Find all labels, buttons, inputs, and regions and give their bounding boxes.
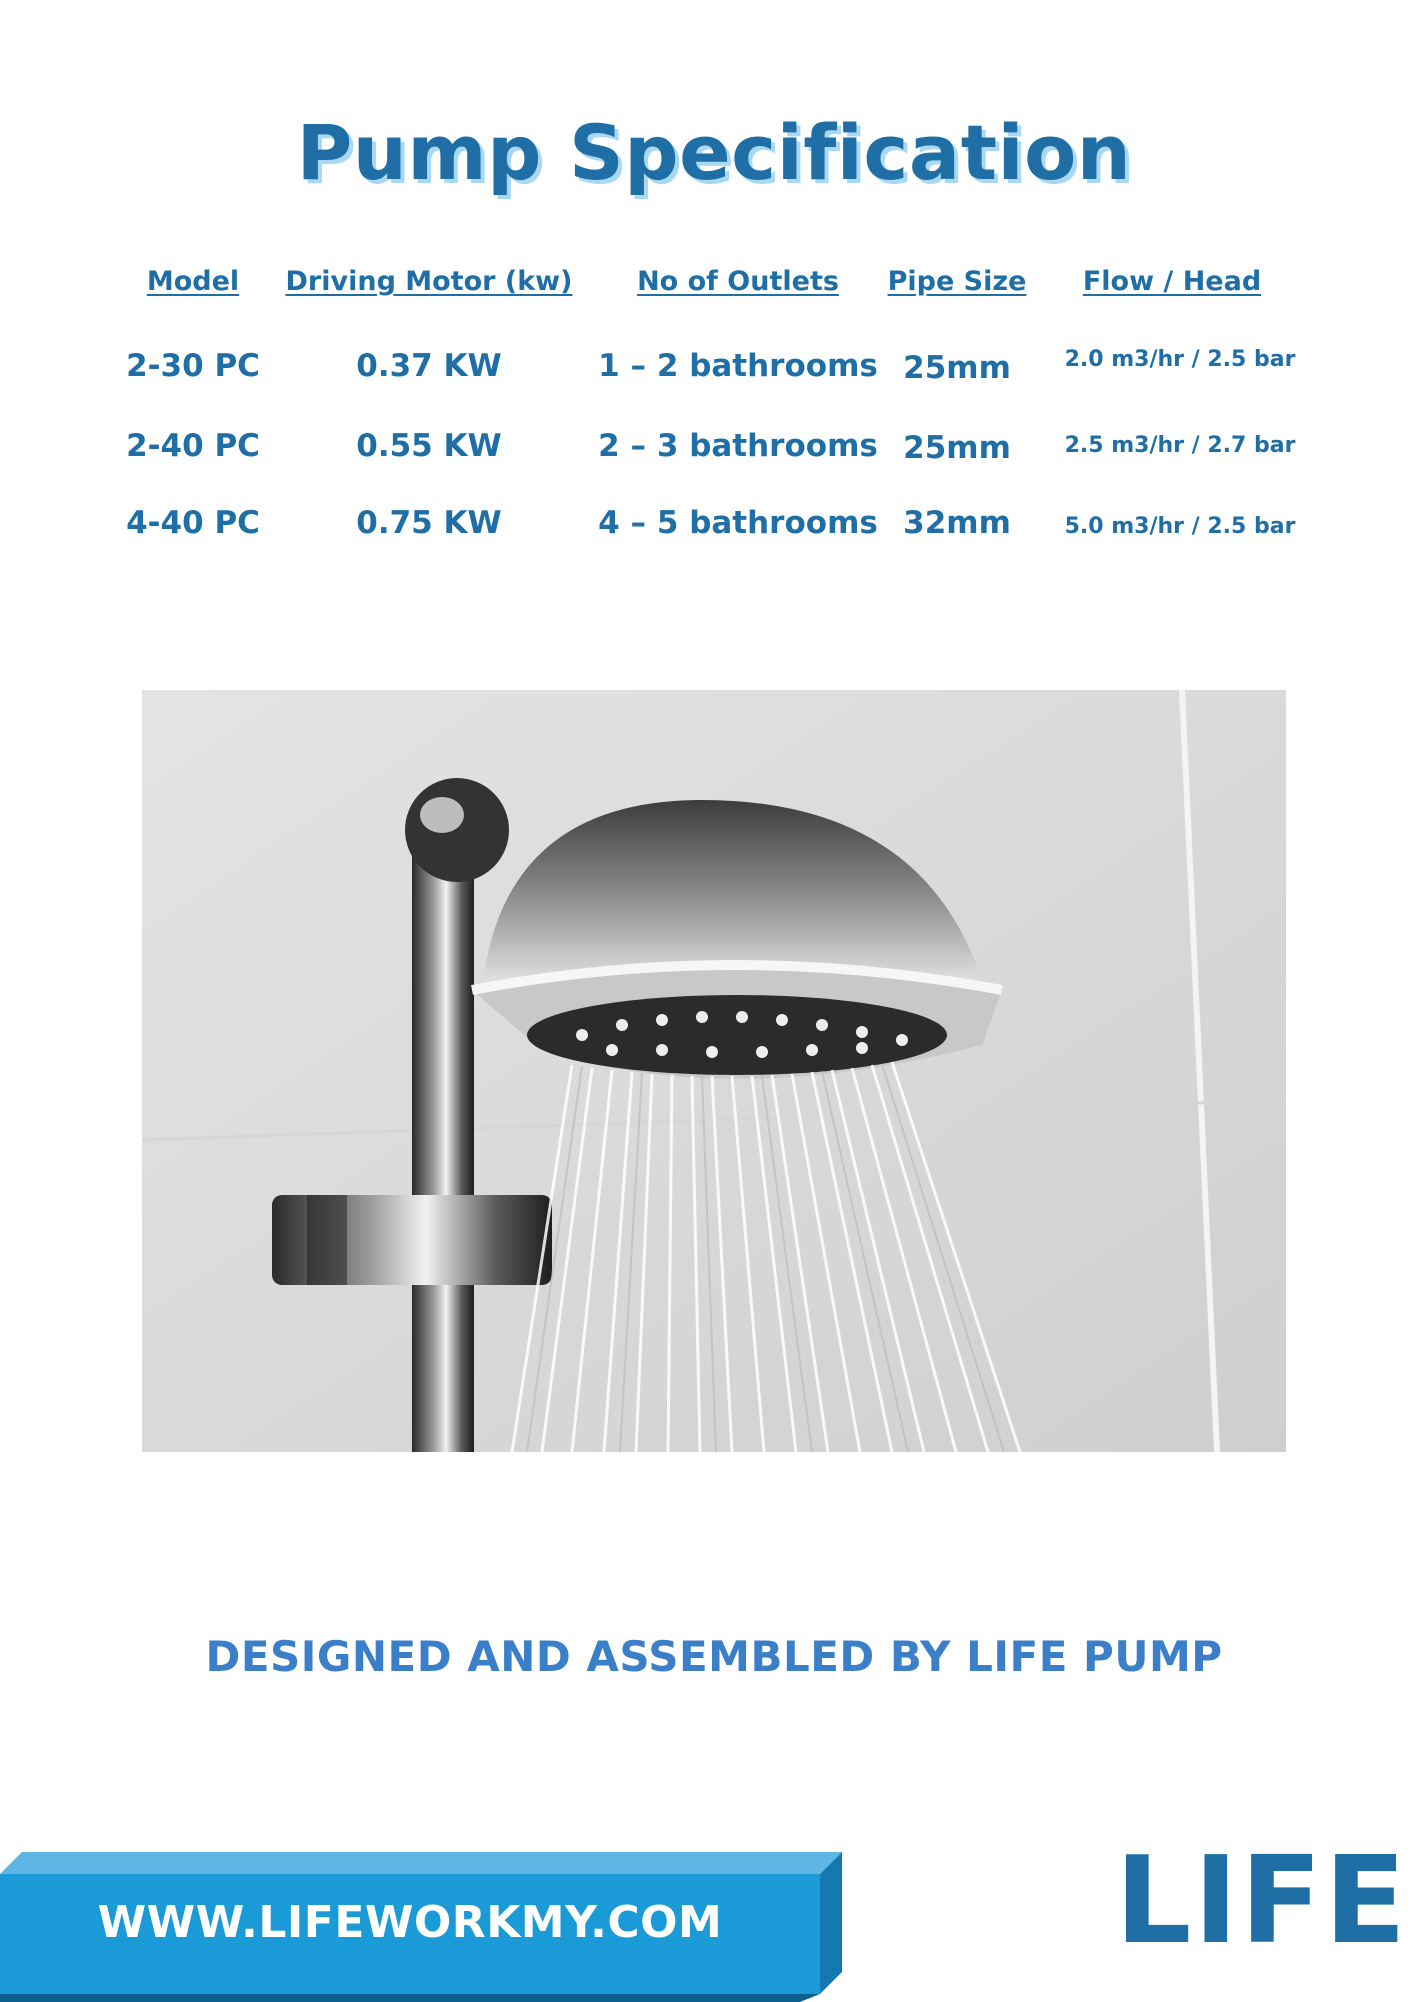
tagline: DESIGNED AND ASSEMBLED BY LIFE PUMP bbox=[205, 1632, 1223, 1681]
shower-head-photo bbox=[142, 690, 1286, 1452]
row1-motor: 0.37 KW bbox=[356, 348, 502, 384]
row1-outlets: 1 – 2 bathrooms bbox=[598, 348, 878, 384]
header-model: Model bbox=[146, 266, 240, 297]
row3-outlets: 4 – 5 bathrooms bbox=[598, 505, 878, 541]
row3-pipe-size: 32mm bbox=[903, 505, 1011, 541]
header-pipe-size: Pipe Size bbox=[887, 266, 1027, 297]
header-outlets: No of Outlets bbox=[637, 266, 839, 297]
row1-pipe-size: 25mm bbox=[903, 350, 1011, 386]
spec-table bbox=[0, 0, 1428, 600]
header-flow-head: Flow / Head bbox=[1082, 266, 1262, 297]
row1-flow-head: 2.0 m3/hr / 2.5 bar bbox=[1064, 347, 1296, 372]
page-title: Pump Specification bbox=[296, 108, 1132, 197]
website-link[interactable]: WWW.LIFEWORKMY.COM bbox=[97, 1897, 723, 1948]
life-logo: LIFE bbox=[1115, 1832, 1409, 1971]
row3-motor: 0.75 KW bbox=[356, 505, 502, 541]
row2-motor: 0.55 KW bbox=[356, 428, 502, 464]
row2-flow-head: 2.5 m3/hr / 2.7 bar bbox=[1064, 433, 1296, 458]
row1-model: 2-30 PC bbox=[126, 348, 260, 384]
row3-model: 4-40 PC bbox=[126, 505, 260, 541]
header-driving-motor: Driving Motor (kw) bbox=[285, 266, 573, 297]
shower-head-icon bbox=[142, 690, 1286, 1452]
url-banner bbox=[0, 1852, 842, 2002]
row2-outlets: 2 – 3 bathrooms bbox=[598, 428, 878, 464]
row2-pipe-size: 25mm bbox=[903, 430, 1011, 466]
row3-flow-head: 5.0 m3/hr / 2.5 bar bbox=[1064, 514, 1296, 539]
row2-model: 2-40 PC bbox=[126, 428, 260, 464]
